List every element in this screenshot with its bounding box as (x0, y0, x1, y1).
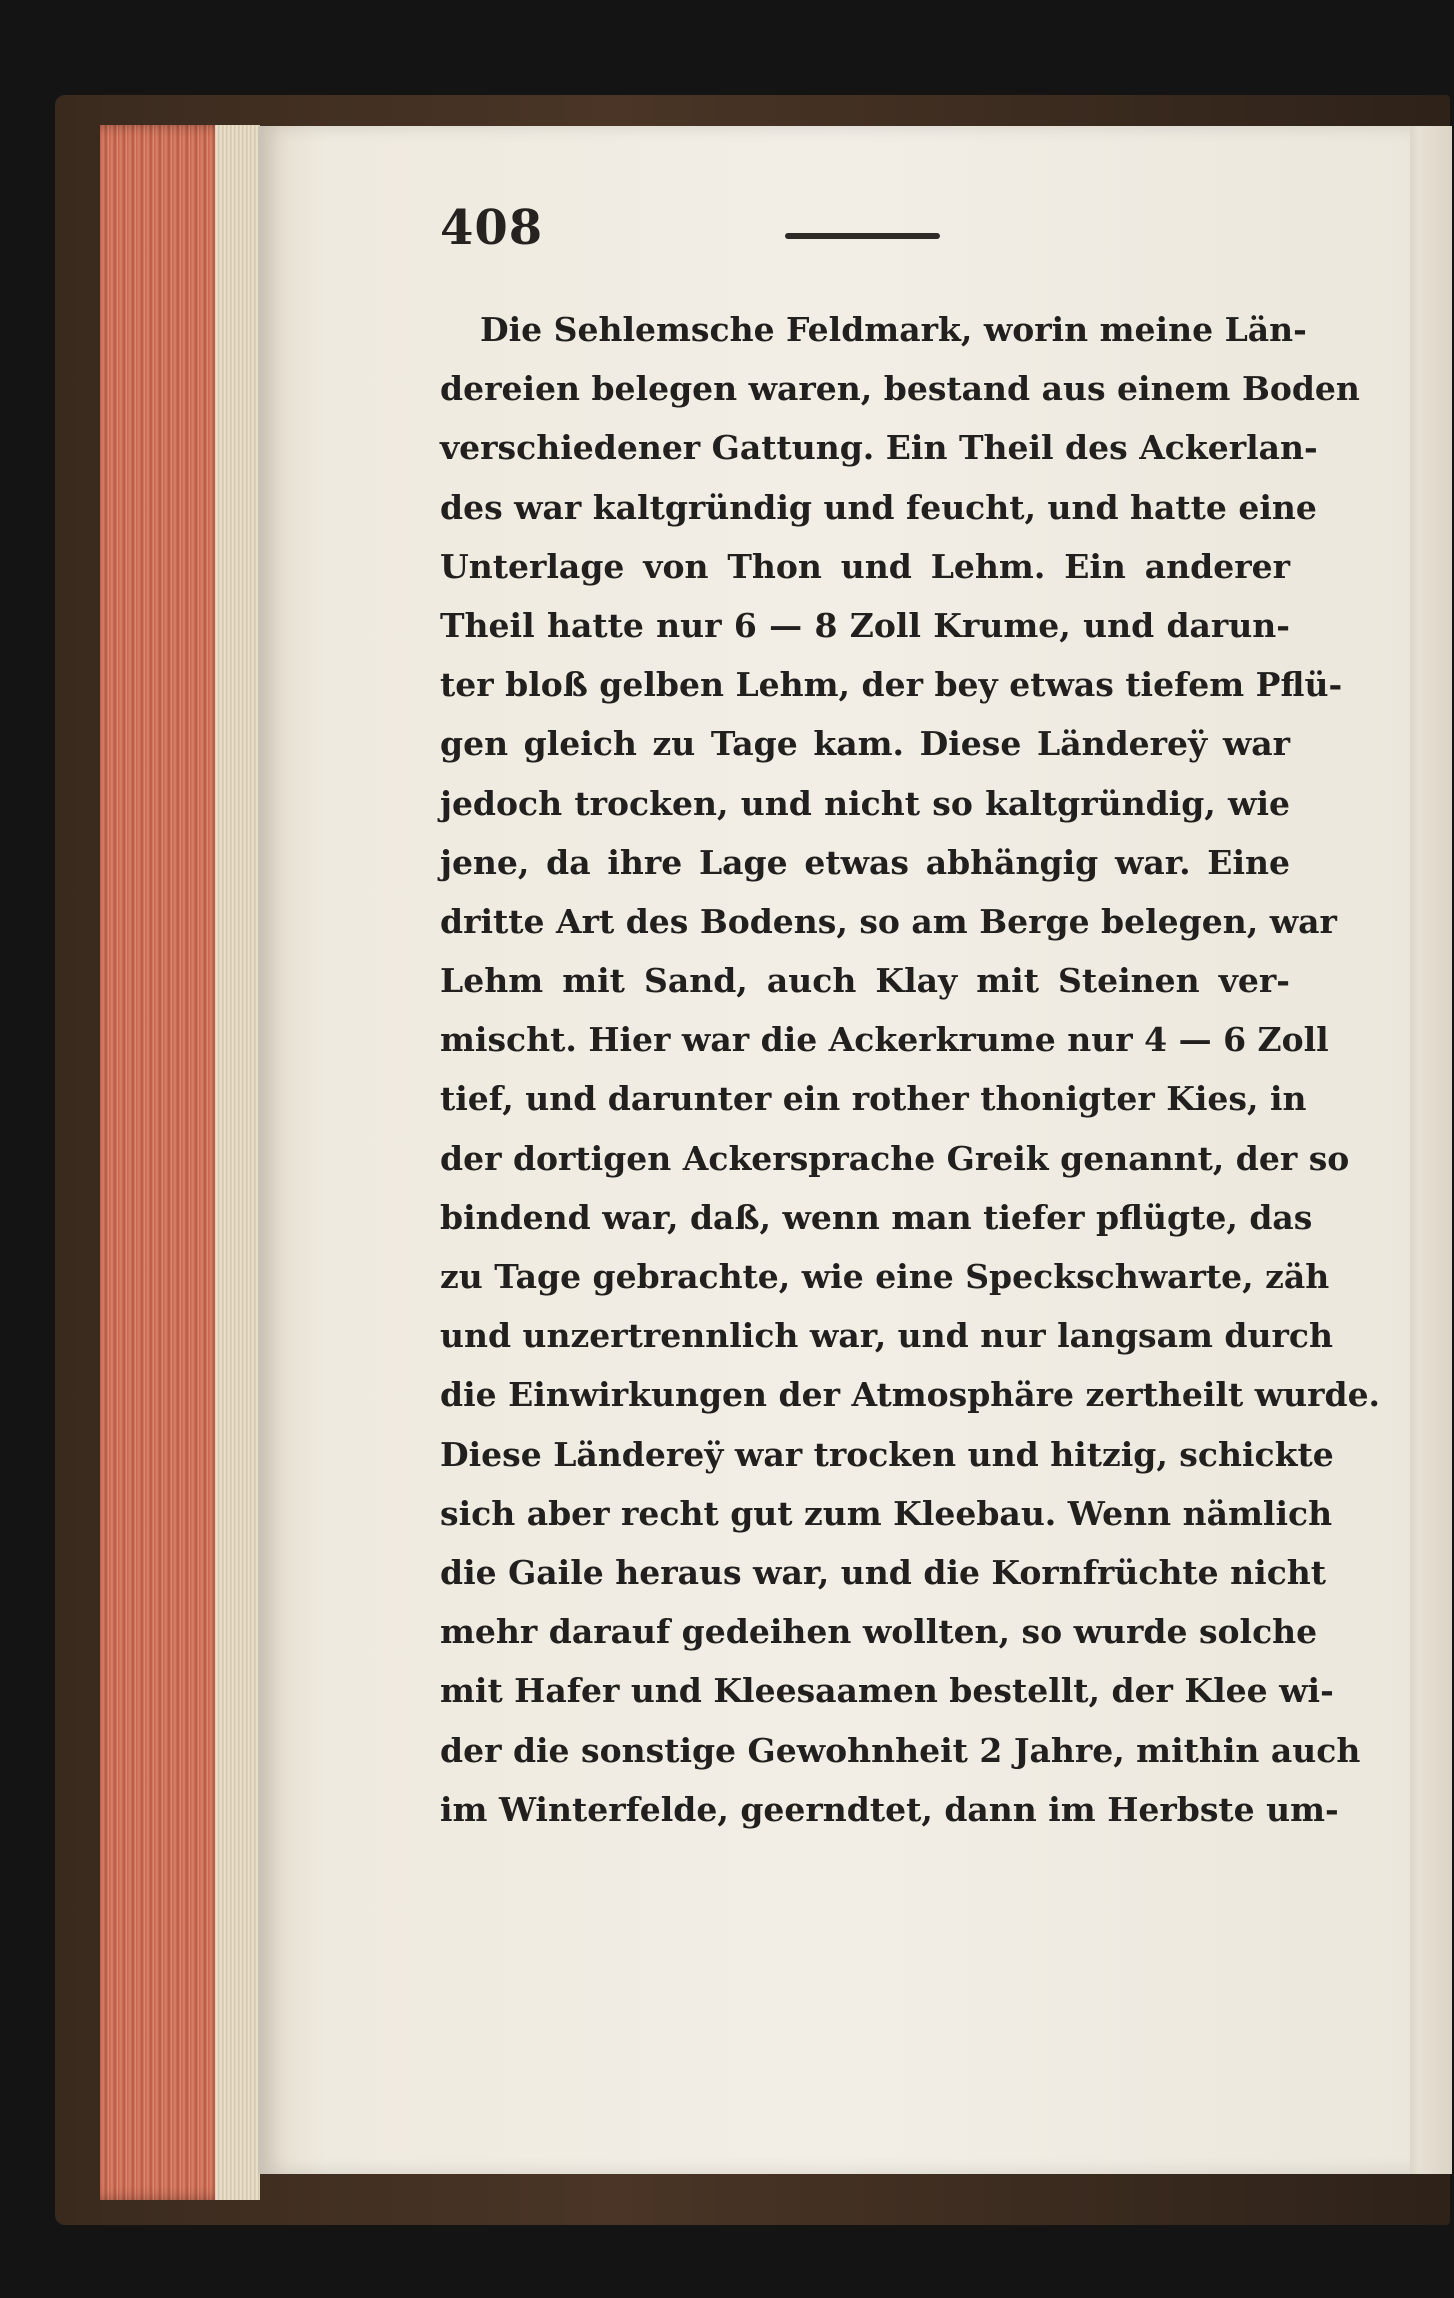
text-line: bindend war, daß, wenn man tiefer pflügte, das (440, 1197, 1313, 1237)
page-edges-inner (215, 125, 260, 2200)
text-line: des war kaltgründig und feucht, und hatte eine (440, 487, 1317, 527)
text-line: und unzertrennlich war, und nur langsam durch (440, 1316, 1333, 1356)
text-line: mit Hafer und Kleesaamen bestellt, der Klee wi- (440, 1671, 1334, 1711)
text-line: jene, da ihre Lage etwas abhängig war. Eine (440, 842, 1290, 882)
text-line: Die Sehlemsche Feldmark, worin meine Län- (480, 310, 1307, 349)
text-line: die Gaile heraus war, und die Kornfrüchte nicht (440, 1552, 1327, 1592)
text-line: Lehm mit Sand, auch Klay mit Steinen ver- (440, 961, 1290, 1001)
text-line: jedoch trocken, und nicht so kaltgründig, wie (440, 783, 1290, 823)
text-line: mehr darauf gedeihen wollten, so wurde solche (440, 1612, 1318, 1652)
text-line: der die sonstige Gewohnheit 2 Jahre, mithin auch (440, 1730, 1361, 1770)
page-number: 408 (440, 200, 544, 256)
text-line: Unterlage von Thon und Lehm. Ein anderer (440, 546, 1290, 586)
text-line: gen gleich zu Tage kam. Diese Ländereÿ war (440, 724, 1290, 764)
text-line: dereien belegen waren, bestand aus einem Boden (440, 369, 1360, 409)
text-line: im Winterfelde, geerndtet, dann im Herbste um- (440, 1789, 1339, 1829)
text-line: tief, und darunter ein rother thonigter Kies, in (440, 1079, 1307, 1119)
text-line: ter bloß gelben Lehm, der bey etwas tiefem Pflü- (440, 665, 1343, 705)
text-line: der dortigen Ackersprache Greik genannt, der so (440, 1138, 1350, 1178)
text-line: Theil hatte nur 6 — 8 Zoll Krume, und darun- (440, 605, 1290, 645)
text-line: sich aber recht gut zum Kleebau. Wenn nämlich (440, 1493, 1333, 1533)
text-line: zu Tage gebrachte, wie eine Speckschwarte, zäh (440, 1257, 1330, 1296)
text-line: mischt. Hier war die Ackerkrume nur 4 — 6 Zoll (440, 1020, 1329, 1060)
body-text (440, 300, 1381, 1839)
text-line: Diese Ländereÿ war trocken und hitzig, schickte (440, 1434, 1334, 1474)
text-line: die Einwirkungen der Atmosphäre zertheilt wurde. (440, 1375, 1381, 1415)
text-line: verschiedener Gattung. Ein Theil des Ackerlan- (440, 428, 1318, 468)
header-rule (785, 233, 940, 239)
text-line: dritte Art des Bodens, so am Berge belegen, war (440, 901, 1337, 941)
